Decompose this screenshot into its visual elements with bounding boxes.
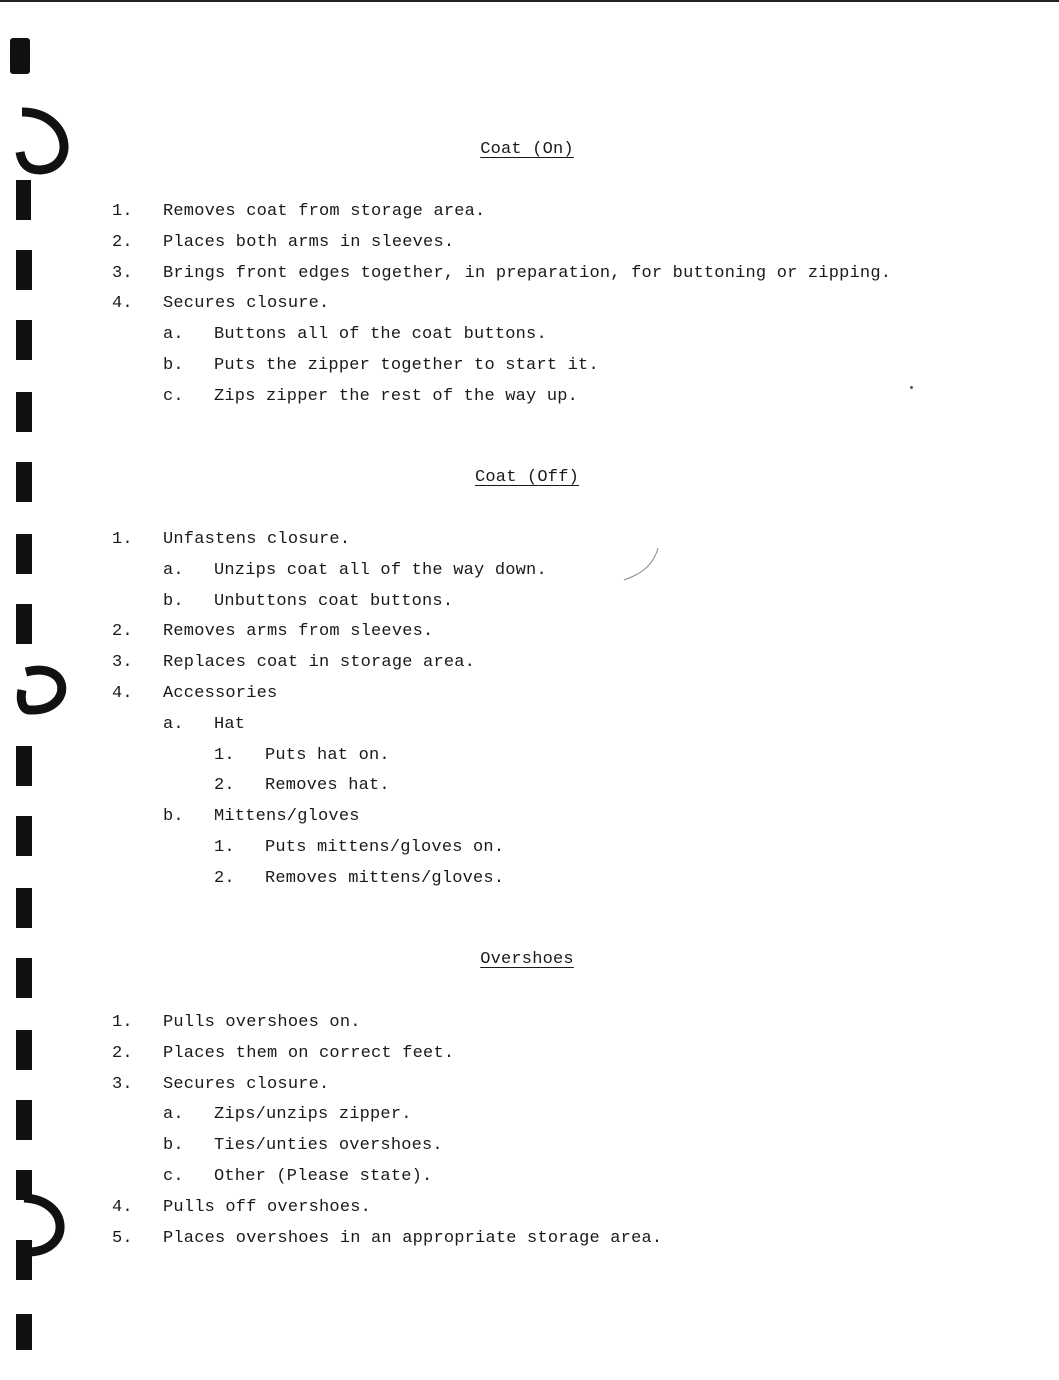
list-item-text: Pulls off overshoes. <box>163 1197 372 1217</box>
section-heading-coat-on: Coat (On) <box>480 140 574 159</box>
list-item-marker: 1. <box>214 745 235 765</box>
list-item-text: Removes arms from sleeves. <box>163 622 434 642</box>
list-item-text: Replaces coat in storage area. <box>163 653 476 673</box>
list-item-text: Secures closure. <box>163 294 330 314</box>
list-item-text: Other (Please state). <box>214 1167 433 1186</box>
list-item-text: Removes mittens/gloves. <box>265 868 505 888</box>
top-edge-rule <box>0 0 1059 2</box>
list-item-text: Pulls overshoes on. <box>163 1013 361 1032</box>
list-item-marker: b. <box>163 1136 184 1156</box>
list-item-text: Unbuttons coat buttons. <box>214 591 454 611</box>
list-item-marker: 4. <box>112 1197 133 1217</box>
section-heading-overshoes: Overshoes <box>480 950 574 969</box>
list-item-marker: 1. <box>214 838 235 857</box>
section-heading-coat-off: Coat (Off) <box>474 468 580 487</box>
list-item-text: Secures closure. <box>163 1074 330 1094</box>
list-item-marker: 3. <box>112 263 133 283</box>
list-item-marker: 3. <box>112 1074 133 1094</box>
list-item-marker: 1. <box>112 1013 133 1032</box>
list-item-text: Zips zipper the rest of the way up. <box>214 386 579 406</box>
list-item-text: Puts hat on. <box>265 745 390 765</box>
list-item-text: Mittens/gloves <box>214 807 360 827</box>
list-item-marker: c. <box>163 386 184 406</box>
list-item-marker: b. <box>163 807 184 827</box>
pencil-mark <box>622 544 662 584</box>
list-item-text: Places them on correct feet. <box>163 1043 455 1063</box>
list-item-text: Places both arms in sleeves. <box>163 232 455 252</box>
list-item-text: Puts mittens/gloves on. <box>265 838 505 857</box>
list-item-text: Hat <box>214 714 246 734</box>
list-item-text: Zips/unzips zipper. <box>214 1105 412 1125</box>
list-item-marker: 2. <box>112 1043 133 1063</box>
list-item-text: Removes hat. <box>265 776 390 796</box>
list-item-marker: a. <box>163 714 184 734</box>
list-item-marker: 2. <box>112 232 133 252</box>
list-item-marker: b. <box>163 591 184 611</box>
list-item-marker: c. <box>163 1167 184 1186</box>
list-item-text: Accessories <box>163 684 278 703</box>
list-item-marker: 4. <box>112 294 133 314</box>
list-item-marker: 3. <box>112 653 133 673</box>
list-item-text: Ties/unties overshoes. <box>214 1136 443 1156</box>
list-item-marker: a. <box>163 325 184 345</box>
list-item-text: Removes coat from storage area. <box>163 202 486 221</box>
list-item-marker: a. <box>163 560 184 580</box>
binder-marks-graphic <box>0 0 80 1380</box>
list-item-marker: 5. <box>112 1228 133 1248</box>
list-item-text: Places overshoes in an appropriate storage area. <box>163 1228 663 1248</box>
list-item-marker: 2. <box>112 622 133 642</box>
list-item-text: Unzips coat all of the way down. <box>214 560 547 580</box>
list-item-marker: 4. <box>112 684 133 703</box>
list-item-text: Unfastens closure. <box>163 530 351 549</box>
list-item-text: Buttons all of the coat buttons. <box>214 325 547 345</box>
list-item-marker: b. <box>163 356 184 375</box>
list-item-text: Brings front edges together, in preparation, for buttoning or zipping. <box>163 263 892 283</box>
binder-holes-strip <box>0 0 80 1380</box>
list-item-marker: 2. <box>214 868 235 888</box>
list-item-marker: 1. <box>112 202 133 221</box>
list-item-text: Puts the zipper together to start it. <box>214 356 599 375</box>
list-item-marker: 2. <box>214 776 235 796</box>
scan-speck <box>910 386 913 389</box>
list-item-marker: a. <box>163 1105 184 1125</box>
list-item-marker: 1. <box>112 530 133 549</box>
